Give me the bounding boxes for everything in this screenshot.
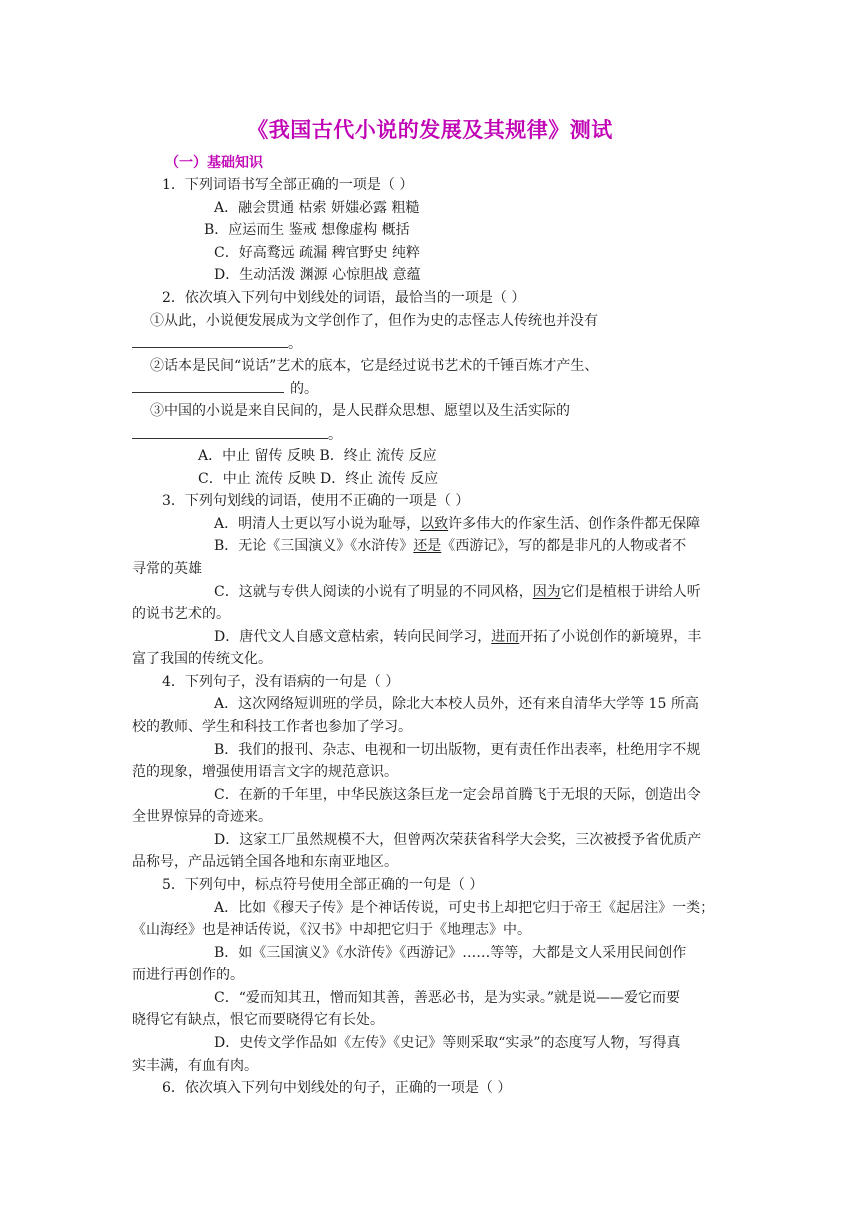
- q5-option-c: C．“爱而知其丑，憎而知其善，善恶必书，是为实录。”就是说——爱它而要: [214, 990, 681, 1006]
- q3-stem: 3．下列句划线的词语，使用不正确的一项是（ ）: [162, 493, 470, 509]
- q5-option-d-cont: 实丰满，有血有肉。: [132, 1058, 258, 1074]
- q3-option-c: C．这就与专供人阅读的小说有了明显的不同风格，因为它们是植根于讲给人听: [214, 584, 701, 600]
- page-title: 《我国古代小说的发展及其规律》测试: [247, 118, 613, 142]
- underlined-word: 以致: [420, 516, 449, 532]
- section-heading: （一）基础知识: [165, 155, 263, 171]
- q1-option-a: A．融会贯通 枯索 妍媸必露 粗糙: [214, 200, 420, 216]
- q2-sentence-3: ③中国的小说是来自民间的，是人民群众思想、愿望以及生活实际的: [150, 403, 570, 419]
- q2-blank-3: [132, 424, 328, 439]
- q5-option-d: D．史传文学作品如《左传》《史记》等则采取“实录”的态度写人物，写得真: [214, 1035, 681, 1051]
- q1-stem: 1．下列词语书写全部正确的一项是（ ）: [162, 177, 414, 193]
- q3-option-b-cont: 寻常的英雄: [132, 561, 202, 577]
- q4-option-b: B．我们的报刊、杂志、电视和一切出版物，更有责任作出表率，杜绝用字不规: [214, 742, 701, 758]
- q4-option-c: C．在新的千年里，中华民族这条巨龙一定会昂首腾飞于无垠的天际，创造出令: [214, 787, 701, 803]
- q2-blank-2: [132, 378, 284, 393]
- q4-option-a: A．这次网络短训班的学员，除北大本校人员外，还有来自清华大学等 15 所高: [214, 696, 699, 712]
- q3-option-a: A．明清人士更以写小说为耻辱，以致许多伟大的作家生活、创作条件都无保障: [214, 516, 701, 532]
- q1-option-d: D．生动活泼 渊源 心惊胆战 意蕴: [214, 267, 421, 283]
- q2-blank-1: [132, 333, 288, 348]
- q6-stem: 6．依次填入下列句中划线处的句子，正确的一项是（ ）: [162, 1080, 512, 1096]
- q2-sentence-1-blank-line: 。: [132, 333, 302, 354]
- q5-option-b: B．如《三国演义》《水浒传》《西游记》……等等，大都是文人采用民间创作: [214, 945, 687, 961]
- q5-option-a-cont: 《山海经》也是神话传说，《汉书》中却把它归于《地理志》中。: [132, 922, 531, 938]
- q3-option-d-cont: 富了我国的传统文化。: [132, 651, 272, 667]
- q5-stem: 5．下列句中，标点符号使用全部正确的一句是（ ）: [162, 877, 484, 893]
- q4-option-d-cont: 品称号，产品远销全国各地和东南亚地区。: [132, 854, 398, 870]
- underlined-word: 因为: [532, 584, 561, 600]
- q2-sentence-3-blank-line: 。: [132, 424, 342, 445]
- q4-stem: 4．下列句子，没有语病的一句是（ ）: [162, 674, 400, 690]
- underlined-word: 进而: [491, 629, 520, 645]
- q2-options-ab: A．中止 留传 反映 B．终止 流传 反应: [198, 448, 437, 464]
- q3-option-b: B．无论《三国演义》《水浒传》还是《西游记》，写的都是非凡的人物或者不: [214, 538, 687, 554]
- q3-option-d: D．唐代文人自感文意枯索，转向民间学习，进而开拓了小说创作的新境界，丰: [214, 629, 702, 645]
- q3-option-c-cont: 的说书艺术的。: [132, 606, 230, 622]
- q2-sentence-1: ①从此，小说便发展成为文学创作了，但作为史的志怪志人传统也并没有: [150, 313, 598, 329]
- q4-option-c-cont: 全世界惊异的奇迹来。: [132, 809, 272, 825]
- q5-option-b-cont: 而进行再创作的。: [132, 967, 244, 983]
- q1-option-b: B．应运而生 鉴戒 想像虚构 概括: [204, 222, 410, 238]
- q2-stem: 2．依次填入下列句中划线处的词语，最恰当的一项是（ ）: [162, 290, 526, 306]
- q5-option-c-cont: 晓得它有缺点，恨它而要晓得它有长处。: [132, 1012, 384, 1028]
- q1-option-c: C．好高鹜远 疏漏 稗官野史 纯粹: [214, 245, 421, 261]
- q4-option-d: D．这家工厂虽然规模不大，但曾两次荣获省科学大会奖，三次被授予省优质产: [214, 832, 702, 848]
- q2-options-cd: C．中止 流传 反映 D．终止 流传 反应: [198, 471, 439, 487]
- underlined-word: 还是: [413, 538, 442, 554]
- q2-sentence-2-blank-line: 的。: [132, 378, 318, 399]
- q2-sentence-2: ②话本是民间“说话”艺术的底本，它是经过说书艺术的千锤百炼才产生、: [150, 358, 599, 374]
- q4-option-b-cont: 范的现象，增强使用语言文字的规范意识。: [132, 764, 398, 780]
- q5-option-a: A．比如《穆天子传》是个神话传说，可史书上却把它归于帝王《起居注》一类；: [214, 900, 715, 916]
- q4-option-a-cont: 校的教师、学生和科技工作者也参加了学习。: [132, 719, 412, 735]
